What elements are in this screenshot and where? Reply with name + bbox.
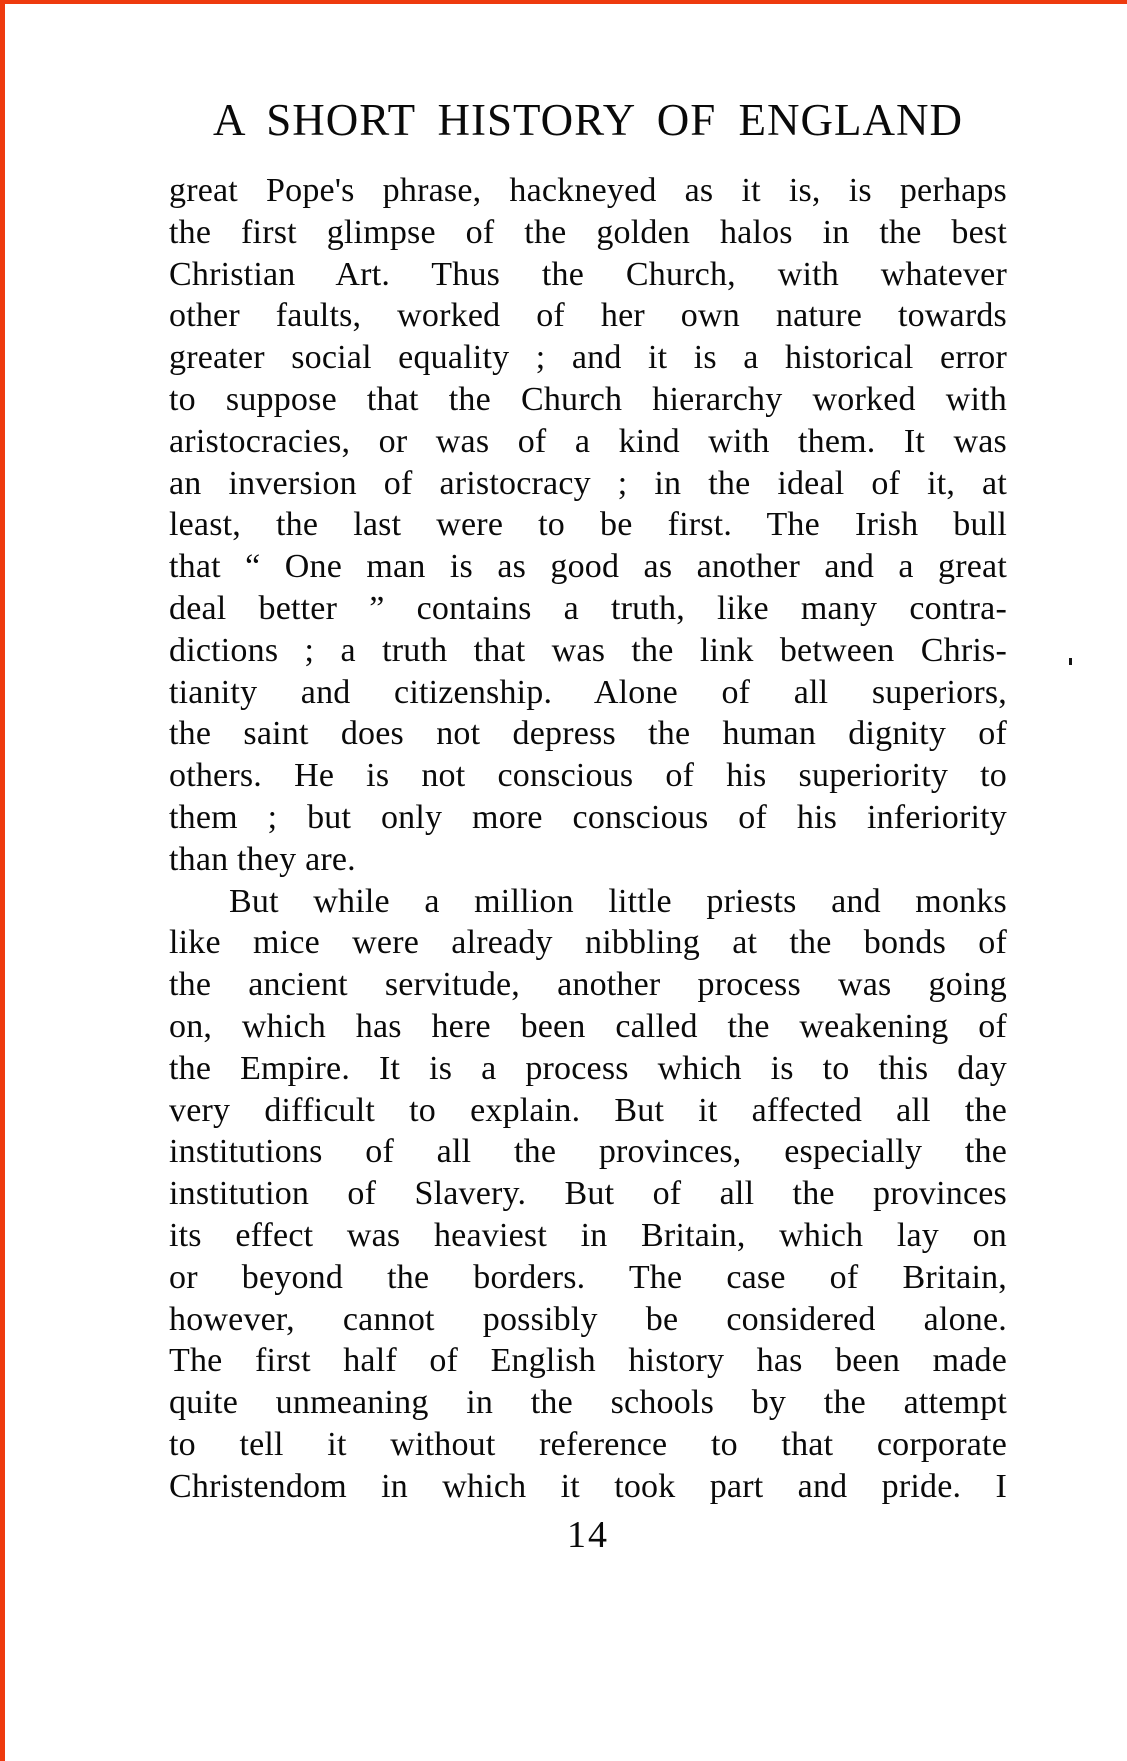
text-line: other faults, worked of her own nature towards [169,297,1007,335]
text-line: The first half of English history has been made [169,1342,1007,1380]
text-line: on, which has here been called the weakening of [169,1007,1007,1045]
text-line: greater social equality ; and it is a historical error [169,339,1007,377]
text-line: deal better ” contains a truth, like many contra- [169,589,1007,627]
page-number: 14 [567,1514,609,1556]
text-line: an inversion of aristocracy ; in the ideal of it, at [169,464,1007,502]
text-line: or beyond the borders. The case of Britain, [169,1258,1007,1296]
text-line: that “ One man is as good as another and a great [169,548,1007,586]
text-line: institution of Slavery. But of all the provinces [169,1175,1007,1213]
scan-edge-left [0,0,5,1761]
text-line: its effect was heaviest in Britain, which lay on [169,1216,1007,1254]
text-line: the saint does not depress the human dignity of [169,715,1007,753]
text-line: very difficult to explain. But it affected all the [169,1091,1007,1129]
text-line: the first glimpse of the golden halos in the best [169,213,1007,251]
paragraph [169,881,1007,1508]
text-line: But while a million little priests and monks [229,882,1007,920]
text-line: to tell it without reference to that corporate [169,1425,1007,1463]
text-line: them ; but only more conscious of his inferiority [169,798,1007,836]
text-line: the Empire. It is a process which is to this day [169,1049,1007,1087]
text-block [169,170,1007,1508]
text-line: least, the last were to be first. The Irish bull [169,506,1007,544]
text-line: dictions ; a truth that was the link between Chris- [169,631,1007,669]
running-head-title: A SHORT HISTORY OF ENGLAND [212,95,964,145]
text-line: than they are. [169,840,356,878]
text-line: to suppose that the Church hierarchy worked with [169,380,1007,418]
scan-edge-top [0,0,1127,4]
text-line: Christian Art. Thus the Church, with whatever [169,255,1007,293]
text-line: quite unmeaning in the schools by the attempt [169,1384,1007,1422]
ink-speck [1069,658,1072,665]
text-line: others. He is not conscious of his superiority to [169,757,1007,795]
text-line: like mice were already nibbling at the bonds of [169,924,1007,962]
text-line: aristocracies, or was of a kind with them. It was [169,422,1007,460]
text-line: however, cannot possibly be considered alone. [169,1300,1007,1338]
text-line: institutions of all the provinces, especially the [169,1133,1007,1171]
paragraph [169,170,1007,881]
text-line: Christendom in which it took part and pride. I [169,1467,1007,1505]
text-line: tianity and citizenship. Alone of all superiors, [169,673,1007,711]
text-line: the ancient servitude, another process was going [169,966,1007,1004]
text-line: great Pope's phrase, hackneyed as it is, is perhaps [169,172,1007,209]
